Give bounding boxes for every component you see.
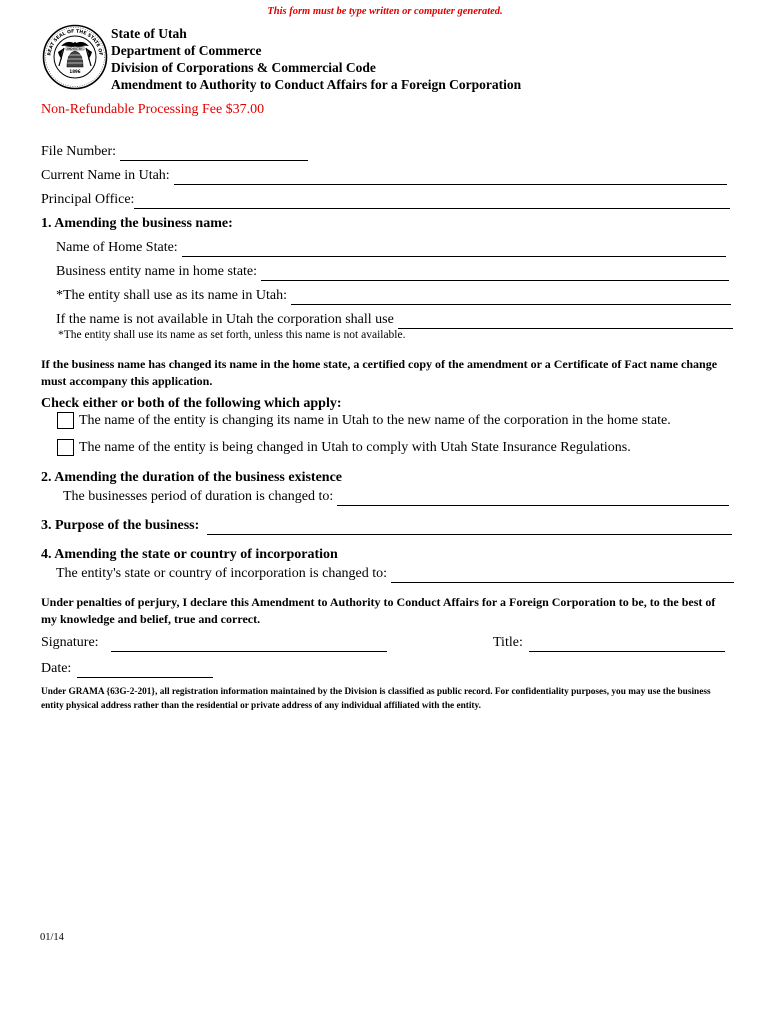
use-in-utah-field[interactable] [291,290,731,305]
purpose-field[interactable] [207,520,732,535]
header-department: Department of Commerce [111,43,262,58]
section-4-title: 4. Amending the state or country of incorporation [41,547,338,562]
home-state-row [56,239,726,257]
title-field[interactable] [529,637,725,652]
title-row [493,634,725,652]
certified-copy-notice: If the business name has changed its name in the home state, a certified copy of the amendment or a Certificate of Fact name change must accompany this application. [41,357,718,388]
signature-label: Signature: [41,635,99,650]
header-state: State of Utah [111,26,187,41]
header-division: Division of Corporations & Commercial Code [111,60,376,75]
current-name-label: Current Name in Utah: [41,168,170,183]
entity-name-home-label: Business entity name in home state: [56,264,258,279]
principal-office-field[interactable] [134,194,730,209]
home-state-field[interactable] [182,242,726,257]
perjury-statement: Under penalties of perjury, I declare this Amendment to Authority to Conduct Affairs for a Foreign Corporation to be, to the best of my knowledge and belief, true and correct. [41,595,716,626]
current-name-field[interactable] [174,170,727,185]
purpose-row [41,517,732,535]
signature-field[interactable] [111,637,387,652]
file-number-field[interactable] [120,146,308,161]
not-available-label: If the name is not available in Utah the corporation shall use [56,312,394,327]
principal-office-label: Principal Office: [41,192,135,207]
form-title: Amendment to Authority to Conduct Affairs for a Foreign Corporation [111,77,522,92]
home-state-label: Name of Home State: [56,240,178,255]
duration-field[interactable] [337,491,729,506]
seal-banner-text: INDUSTRY [67,46,83,51]
seal-outer-text: REAT SEAL OF THE STATE OF [47,29,103,57]
use-in-utah-row [56,287,731,305]
checkbox-name-change[interactable] [57,412,74,429]
section-3-title: 3. Purpose of the business: [41,518,200,533]
name-footnote: *The entity shall use its name as set forth, unless this name is not available. [58,329,406,341]
section-1-title: 1. Amending the business name: [41,216,233,231]
title-label: Title: [493,635,523,650]
file-number-row [41,143,308,161]
principal-office-row [41,191,730,209]
check-option-2-label: The name of the entity is being changed in Utah to comply with Utah State Insurance Regulations. [79,439,631,455]
duration-row [63,488,729,506]
use-in-utah-label: *The entity shall use as its name in Utah: [56,288,287,303]
current-name-row [41,167,727,185]
signature-row [41,634,387,652]
not-available-row [56,311,733,329]
check-option-1 [57,412,671,429]
duration-label: The businesses period of duration is changed to: [63,489,334,504]
not-available-field[interactable] [398,314,733,329]
incorporation-row [56,565,734,583]
date-field[interactable] [77,663,213,678]
entity-name-home-field[interactable] [261,266,729,281]
check-option-1-label: The name of the entity is changing its name in Utah to the new name of the corporation in the home state. [79,412,671,428]
date-label: Date: [41,661,72,676]
check-title: Check either or both of the following which apply: [41,396,342,411]
seal-year-text: 1896 [69,69,81,74]
form-version: 01/14 [40,932,64,943]
entity-name-home-row [56,263,729,281]
incorporation-field[interactable] [391,568,734,583]
checkbox-insurance[interactable] [57,439,74,456]
check-option-2 [57,439,631,456]
processing-fee: Non-Refundable Processing Fee $37.00 [41,102,265,117]
date-row [41,660,213,678]
section-2-title: 2. Amending the duration of the business existence [41,470,343,485]
grama-notice: Under GRAMA {63G-2-201}, all registration information maintained by the Division is classified as public record. For confidentiality purposes, you may use the business entity physical address rather than the residential or private address of any individual affiliated with the entity. [41,687,711,711]
file-number-label: File Number: [41,144,117,159]
utah-state-seal-icon [42,24,108,90]
typewritten-notice: This form must be type written or computer generated. [267,6,503,17]
incorporation-label: The entity's state or country of incorporation is changed to: [56,566,388,581]
